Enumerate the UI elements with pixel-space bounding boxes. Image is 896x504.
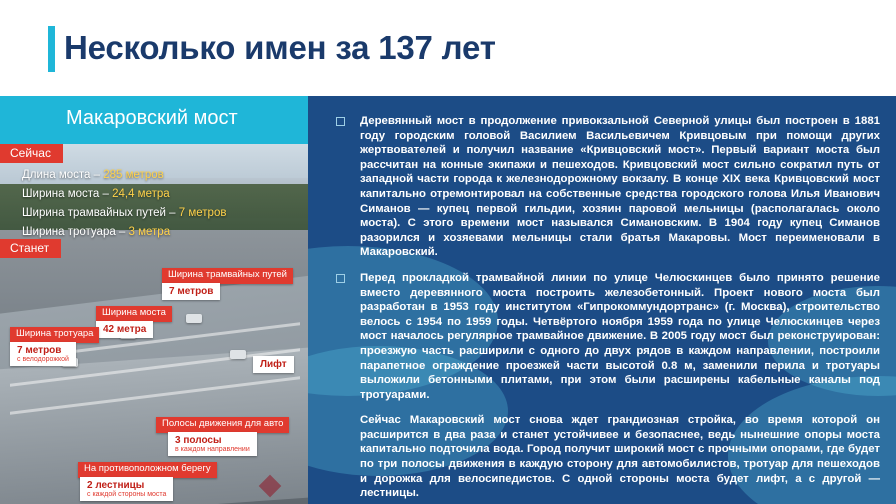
- watermark-logo: [262, 478, 284, 500]
- fact-label: Ширина трамвайных путей –: [22, 207, 176, 219]
- fact-label: Ширина моста –: [22, 188, 109, 200]
- callout-value-text: 2 лестницы: [87, 480, 145, 491]
- callout-sidewalk-width-caption: Ширина тротуара: [10, 327, 99, 343]
- state-future-label: Станет: [0, 239, 61, 258]
- bullet-square-icon: [336, 117, 345, 126]
- bullet-square-icon: [336, 274, 345, 283]
- fact-label: Ширина тротуара –: [22, 226, 126, 238]
- body-text-column: [328, 114, 880, 504]
- state-now-label: Сейчас: [0, 144, 63, 163]
- callout-sidewalk-width-value: [10, 342, 76, 366]
- paragraph-1: [328, 114, 880, 260]
- photo-car: [186, 314, 202, 323]
- paragraph-2: [328, 271, 880, 402]
- callout-lift-value: Лифт: [253, 356, 294, 373]
- photo-car: [230, 350, 246, 359]
- callout-value-text: 3 полосы: [175, 435, 222, 446]
- paragraph-text: Перед прокладкой трамвайной линии по улице Челюскинцев было принято решение вместо деревянного моста построить железобетонный. Проект нового моста был разработан в 1953 году институтом «Гипрокоммундортранс» (г. Москва), строительство велось с 1954 по 1959 годы. Четвёртого ноября 1959 года по улице Челюскинцев через мост началось регулярное трамвайное движение. В 2005 году мост был реконструирован: проезжую часть расширили с одного до двух рядов в каждом направлении, построили парапетное ограждение проезжей части высотой 0.8 м, заменили перила и тротуары выложили бетонными плитами, при этом были расширены кабельные каналы под тротуарами.: [360, 271, 880, 401]
- callout-car-lanes-value: [168, 432, 257, 456]
- title-accent-bar: [48, 26, 55, 72]
- callout-value-text: 7 метров: [17, 345, 62, 356]
- callout-value-sub: в каждом направлении: [175, 446, 250, 453]
- fact-row: [22, 204, 226, 223]
- bridge-name-label: Макаровский мост: [66, 107, 238, 129]
- paragraph-3: [328, 413, 880, 501]
- slide-title-bar: [0, 0, 896, 96]
- diamond-icon: [259, 475, 282, 498]
- callout-tram-width-caption: Ширина трамвайных путей: [162, 268, 293, 284]
- page-title: Несколько имен за 137 лет: [64, 29, 496, 66]
- left-panel-header: [0, 96, 308, 144]
- callout-value-sub: с велодорожкой: [17, 356, 69, 363]
- callout-bridge-width-value: 42 метра: [96, 321, 153, 338]
- left-image-panel: [0, 96, 308, 504]
- fact-value: 24,4 метра: [112, 188, 170, 200]
- paragraph-text: Сейчас Макаровский мост снова ждет грандиозная стройка, во время которой он расширится в два раза и станет устойчивее и безопаснее, ведь нынешние опоры моста капитально подточила вода. Город получит широкий мост с прочными опорами, где будет по три полосы движения в каждую сторону для автомобилистов, тротуар для пешеходов и дорожка для велосипедистов. С одной стороны моста будет лифт, а с другой — лестницы.: [360, 414, 880, 500]
- callout-car-lanes-caption: Полосы движения для авто: [156, 417, 289, 433]
- right-text-panel: [308, 96, 896, 504]
- callout-tram-width-value: 7 метров: [162, 283, 220, 300]
- fact-row: [22, 166, 226, 185]
- paragraph-text: Деревянный мост в продолжение привокзальной Северной улицы был построен в 1881 году городским головой Василием Васильевичем Кривцовым при помощи других жертвователей и получил название «Кривцовский мост». Первый вариант моста был рассчитан на конные экипажи и пешеходов. Кривцовский мост сильно сократил путь от западной части города к железнодорожному вокзалу. В конце XIX века Кривцовский мост капитально отремонтировал на собственные средства городского голова Илья Иванович Симанов — купец первой гильдии, хозяин паровой мельницы (располагалась около моста). С этого времени мост назывался Симановским. В 1904 году купец Симанов разорился и хозяевами мельницы стали братья Макаровы. Мост переименовали в Макаровский.: [360, 115, 880, 259]
- fact-value: 7 метров: [178, 207, 227, 219]
- callout-value-sub: с каждой стороны моста: [87, 491, 167, 498]
- fact-row: [22, 185, 226, 204]
- callout-bridge-width-caption: Ширина моста: [96, 306, 172, 322]
- fact-label: Длина моста –: [22, 169, 101, 181]
- facts-now-list: [22, 166, 226, 242]
- callout-stairs-caption: На противоположном берегу: [78, 462, 217, 478]
- fact-value: 285 метров: [103, 169, 164, 181]
- callout-stairs-value: [80, 477, 173, 501]
- fact-value: 3 метра: [128, 226, 171, 238]
